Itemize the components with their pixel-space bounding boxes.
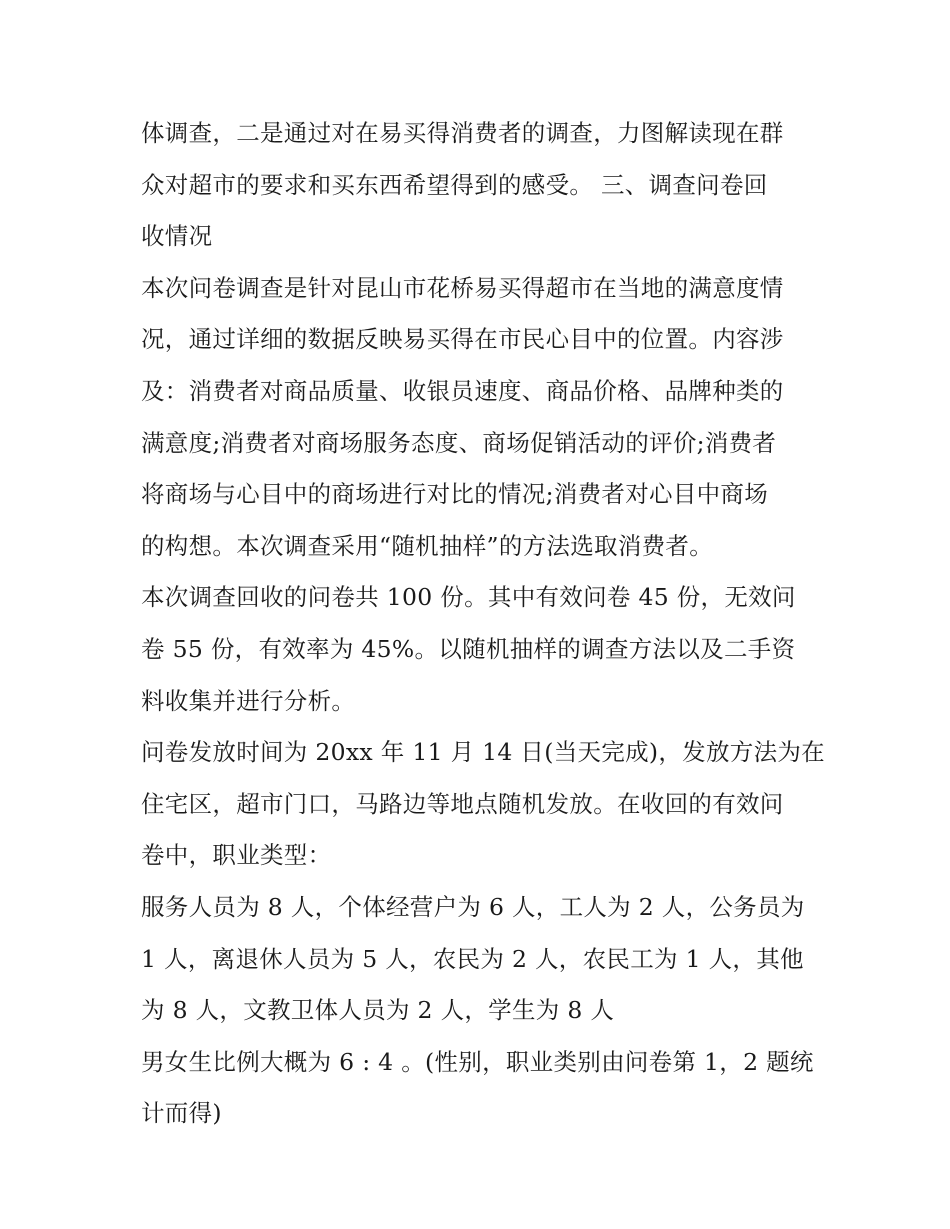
- paragraph-gender-ratio: [141, 1037, 821, 1140]
- paragraph-occupation-breakdown: [141, 882, 821, 1037]
- text-line: 为 8 人，文教卫体人员为 2 人，学生为 8 人: [141, 996, 615, 1025]
- text-line: 服务人员为 8 人，个体经营户为 6 人，工人为 2 人，公务员为: [141, 892, 805, 921]
- text-line: 本次调查回收的问卷共 100 份。其中有效问卷 45 份，无效问: [141, 583, 796, 612]
- text-line: 及：消费者对商品质量、收银员速度、商品价格、品牌种类的: [141, 376, 784, 405]
- document-body: [141, 108, 825, 1140]
- text-line: 卷中，职业类型：: [141, 841, 332, 870]
- text-line: 众对超市的要求和买东西希望得到的感受。 三、调查问卷回: [141, 170, 768, 199]
- text-line: 的构想。本次调查采用“随机抽样”的方法选取消费者。: [141, 531, 714, 560]
- text-line: 住宅区，超市门口，马路边等地点随机发放。在收回的有效问: [141, 789, 784, 818]
- paragraph-survey-intro: [141, 108, 821, 263]
- text-line: 本次问卷调查是针对昆山市花桥易买得超市在当地的满意度情: [141, 273, 784, 302]
- text-line: 满意度;消费者对商场服务态度、商场促销活动的评价;消费者: [141, 428, 777, 457]
- text-line: 将商场与心目中的商场进行对比的情况;消费者对心目中商场: [141, 480, 769, 509]
- text-line: 况，通过详细的数据反映易买得在市民心目中的位置。内容涉: [141, 325, 784, 354]
- paragraph-questionnaire-count: [141, 572, 821, 727]
- text-line: 料收集并进行分析。: [141, 686, 356, 715]
- paragraph-distribution-time: [141, 727, 825, 882]
- paragraph-survey-scope: [141, 263, 821, 573]
- text-line: 收情况: [141, 222, 213, 251]
- text-line: 卷 55 份，有效率为 45%。以随机抽样的调查方法以及二手资: [141, 634, 796, 663]
- text-line: 1 人，离退休人员为 5 人，农民为 2 人，农民工为 1 人，其他: [141, 944, 804, 973]
- text-line: 问卷发放时间为 20xx 年 11 月 14 日(当天完成)，发放方法为在: [141, 738, 825, 767]
- text-line: 计而得): [141, 1099, 222, 1128]
- text-line: 体调查，二是通过对在易买得消费者的调查，力图解读现在群: [141, 119, 784, 147]
- text-line: 男女生比例大概为 6 : 4 。(性别，职业类别由问卷第 1，2 题统: [141, 1047, 814, 1076]
